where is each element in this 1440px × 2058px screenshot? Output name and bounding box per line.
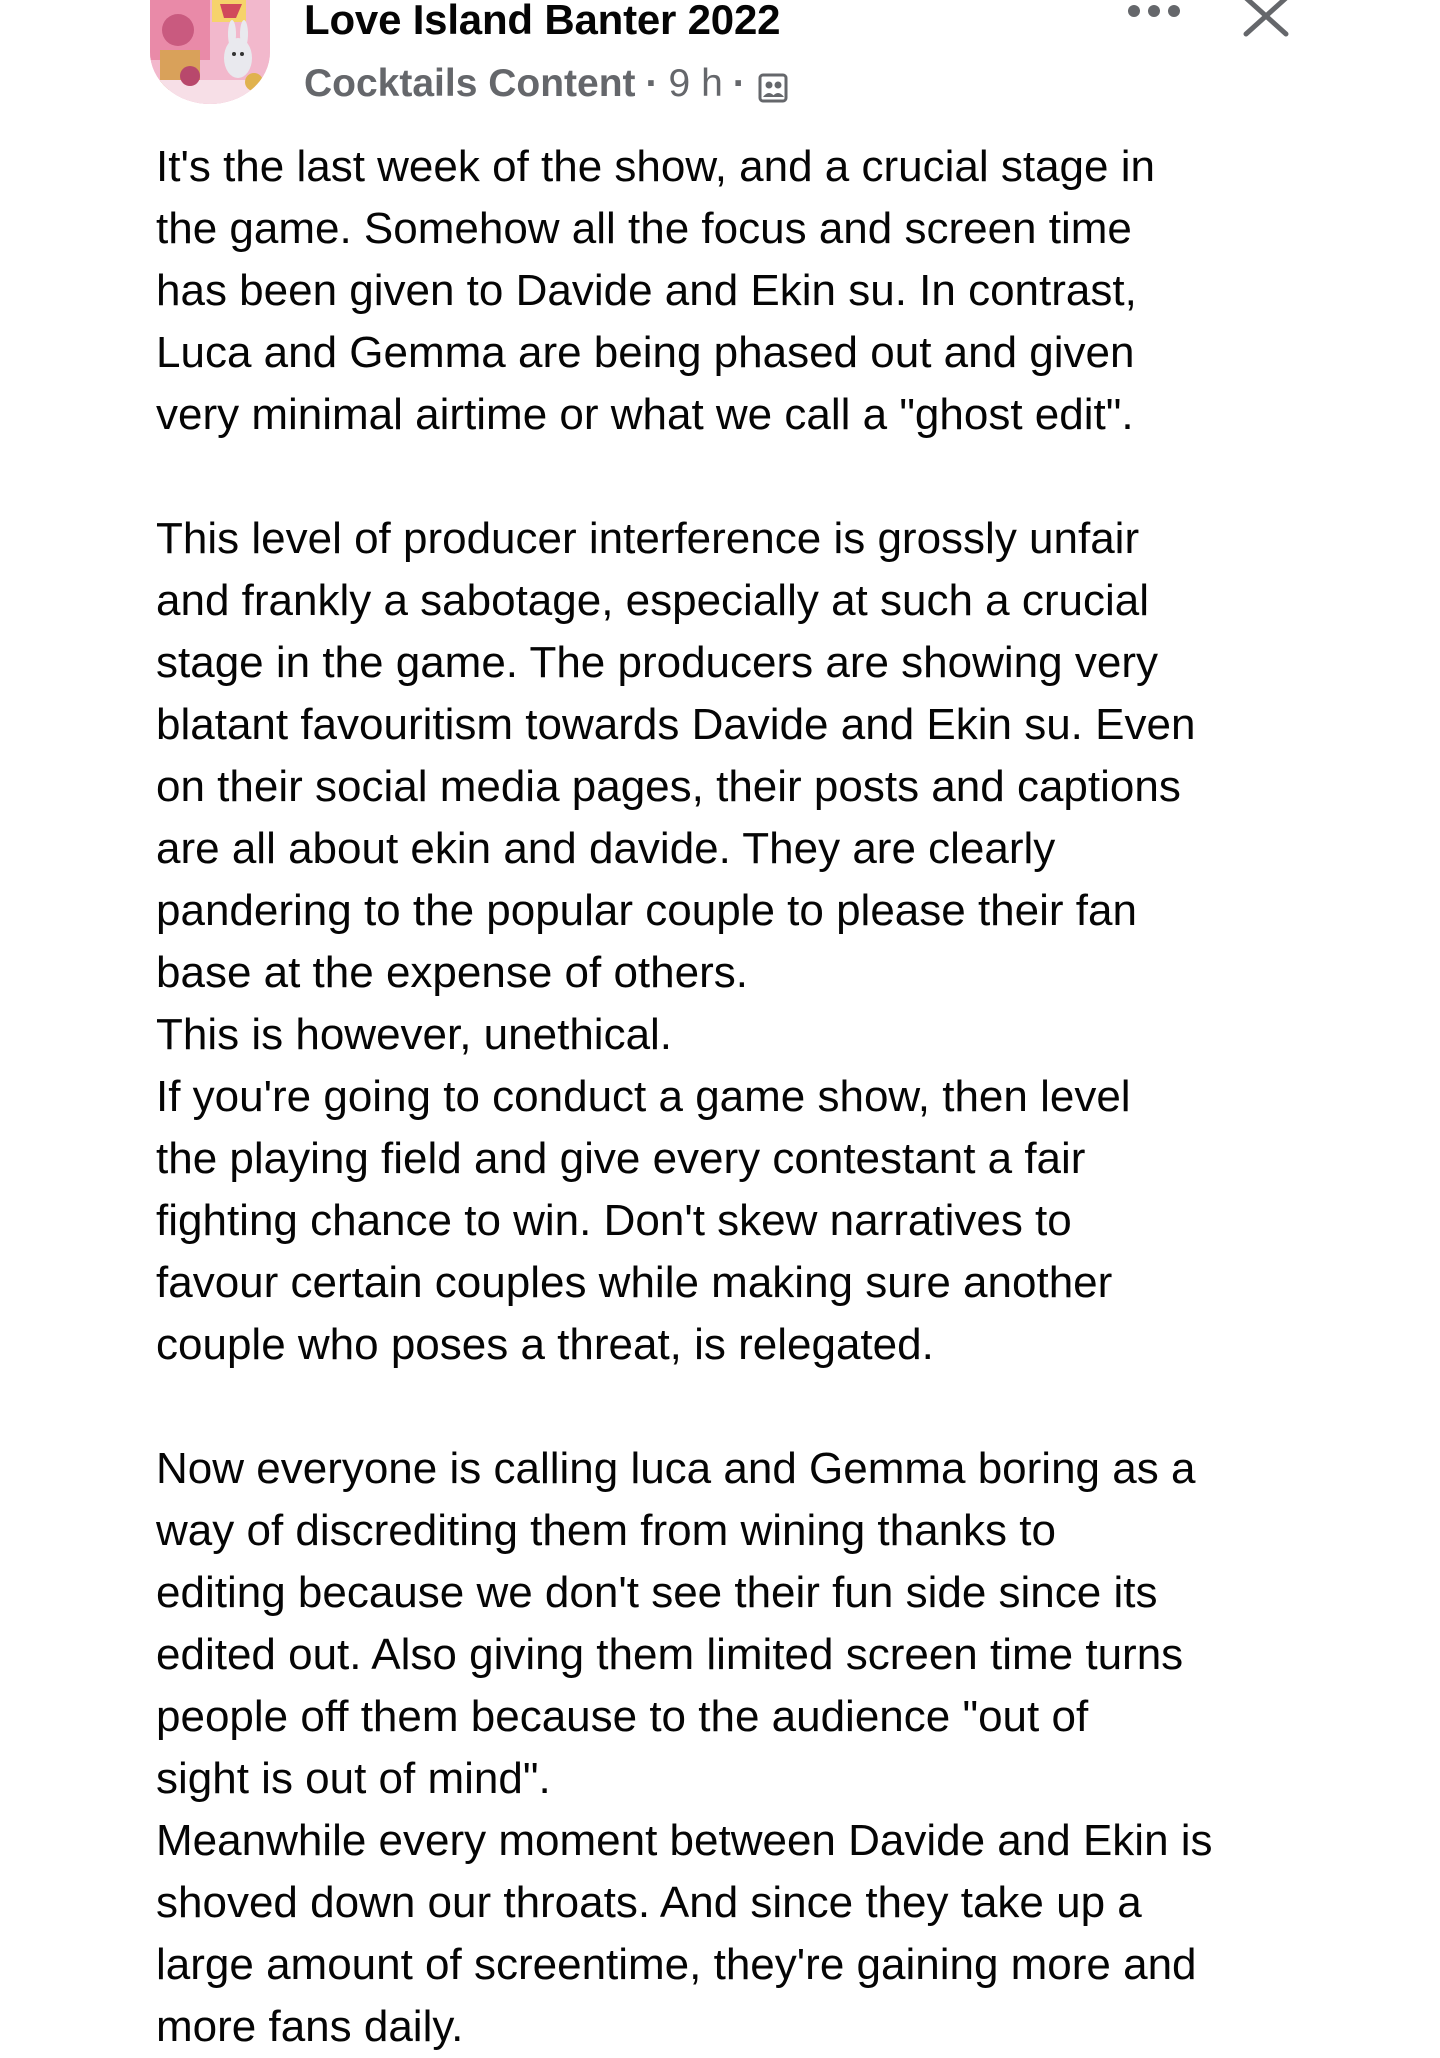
text-line: the playing field and give every contestant a fair <box>156 1134 1086 1183</box>
text-line: This level of producer interference is grossly unfair <box>156 514 1140 563</box>
paragraph-gap <box>156 446 1336 508</box>
group-avatar-image <box>150 0 270 104</box>
post-header <box>0 0 1440 130</box>
meta-separator: · <box>645 62 659 105</box>
text-line: sight is out of mind". <box>156 1754 551 1803</box>
text-line: people off them because to the audience "out of <box>156 1692 1089 1741</box>
post-text <box>156 136 1336 2058</box>
text-line: This is however, unethical. <box>156 1010 673 1059</box>
members-icon <box>758 69 788 99</box>
text-line: are all about ekin and davide. They are clearly <box>156 824 1056 873</box>
text-line: Now everyone is calling luca and Gemma boring as a <box>156 1444 1196 1493</box>
paragraph-3 <box>156 1438 1336 2058</box>
text-line: and frankly a sabotage, especially at such a crucial <box>156 576 1150 625</box>
text-line: blatant favouritism towards Davide and Ekin su. Even <box>156 700 1196 749</box>
text-line: editing because we don't see their fun side since its <box>156 1568 1158 1617</box>
paragraph-1 <box>156 136 1336 446</box>
meta-separator: · <box>732 62 746 105</box>
close-icon[interactable] <box>1238 0 1294 38</box>
post-meta <box>304 58 788 110</box>
text-line: has been given to Davide and Ekin su. In contrast, <box>156 266 1137 315</box>
text-line: If you're going to conduct a game show, then level <box>156 1072 1131 1121</box>
group-avatar[interactable] <box>150 0 270 104</box>
paragraph-2 <box>156 508 1336 1376</box>
more-options-icon[interactable] <box>1124 0 1184 26</box>
text-line: the game. Somehow all the focus and screen time <box>156 204 1132 253</box>
text-line: stage in the game. The producers are showing very <box>156 638 1158 687</box>
text-line: way of discrediting them from wining thanks to <box>156 1506 1056 1555</box>
text-line: It's the last week of the show, and a crucial stage in <box>156 142 1155 191</box>
text-line: Luca and Gemma are being phased out and given <box>156 328 1135 377</box>
text-line: very minimal airtime or what we call a "ghost edit". <box>156 390 1134 439</box>
text-line: pandering to the popular couple to please their fan <box>156 886 1137 935</box>
group-name[interactable]: Love Island Banter 2022 <box>304 0 781 43</box>
post-time[interactable]: 9 h <box>668 62 723 105</box>
post-author[interactable]: Cocktails Content <box>304 62 636 105</box>
text-line: on their social media pages, their posts and captions <box>156 762 1181 811</box>
text-line: shoved down our throats. And since they take up a <box>156 1878 1142 1927</box>
text-line: more fans daily. <box>156 2002 464 2051</box>
text-line: large amount of screentime, they're gaining more and <box>156 1940 1197 1989</box>
paragraph-gap <box>156 1376 1336 1438</box>
text-line: fighting chance to win. Don't skew narratives to <box>156 1196 1072 1245</box>
text-line: Meanwhile every moment between Davide and Ekin is <box>156 1816 1213 1865</box>
text-line: favour certain couples while making sure another <box>156 1258 1113 1307</box>
text-line: couple who poses a threat, is relegated. <box>156 1320 934 1369</box>
text-line: edited out. Also giving them limited screen time turns <box>156 1630 1184 1679</box>
text-line: base at the expense of others. <box>156 948 748 997</box>
